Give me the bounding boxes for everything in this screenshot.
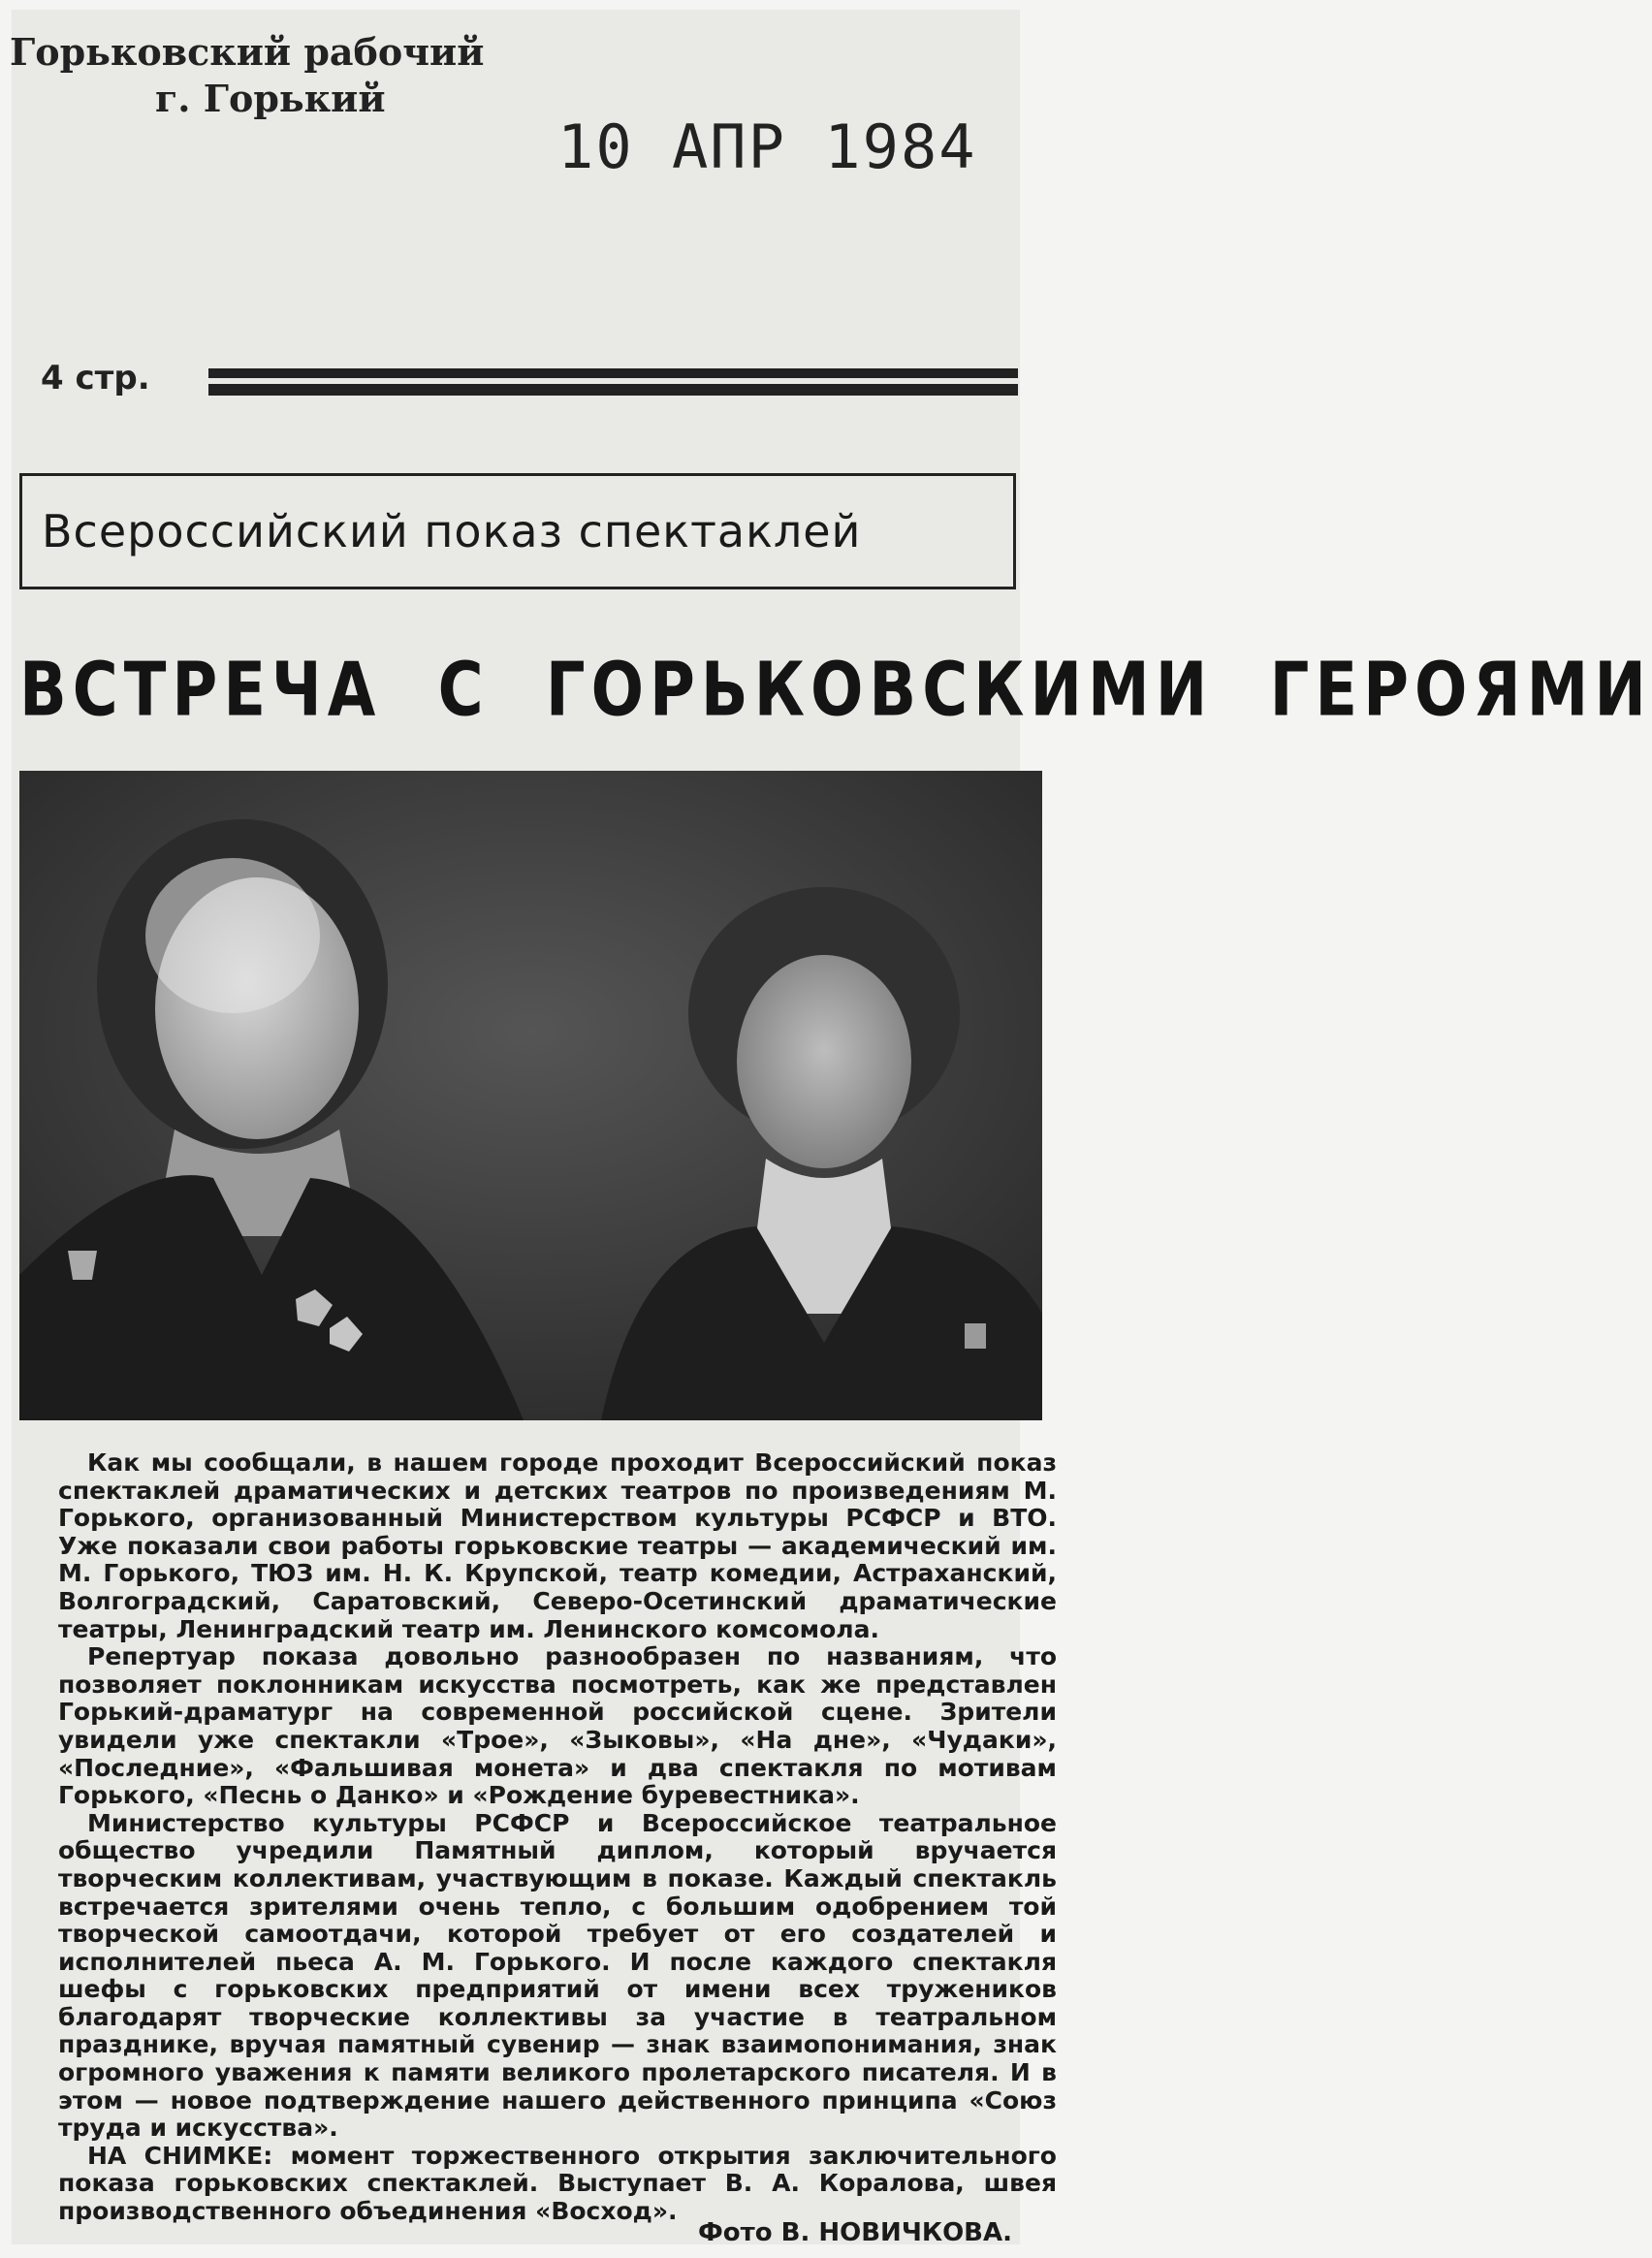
article-body [58,1449,1057,2226]
header-rule [208,368,1018,384]
date-stamp: 10 АПР 1984 [557,111,977,182]
rubric-box [19,473,1016,589]
rubric-title: Всероссийский показ спектаклей [42,505,862,557]
source-stamp-city: г. Горький [155,77,386,120]
photo-credit: Фото В. НОВИЧКОВА. [698,2218,1012,2247]
source-stamp [10,29,484,122]
paragraph-3: Министерство культуры РСФСР и Всероссийское театральное общество учредили Памятный диплом, который вручается творческим коллективам, участвующим в показе. Каждый спектакль встречается зрителями очень тепло, с большим одобрением той творческой самоотдачи, которой требует от его создателей и исполнителей пьеса А. М. Горького. И после каждого спектакля шефы с горьковских предприятий от имени всех тружеников благодарят творческие коллективы за участие в театральном празднике, вручая памятный сувенир — знак взаимопонимания, знак огромного уважения к памяти великого пролетарского писателя. И в этом — новое подтверждение нашего действенного принципа «Союз труда и искусства». [58,1808,1057,2143]
paragraph-2: Репертуар показа довольно разнообразен по названиям, что позволяет поклонникам искусства посмотреть, как же представлен Горький-драматург на современной российской сцене. Зрители увидели уже спектакли «Трое», «Зыковы», «На дне», «Чудаки», «Последние», «Фальшивая монета» и два спектакля по мотивам Горького, «Песнь о Данко» и «Рождение буревестника». [58,1642,1057,1810]
photo-illustration [19,771,1042,1420]
photo-caption: НА СНИМКЕ: момент торжественного открытия заключительного показа горьковских спектаклей. Выступает В. А. Коралова, швея производственного объединения «Восход». [58,2141,1057,2226]
page-marker: 4 стр. [41,359,150,398]
article-headline: ВСТРЕЧА С ГОРЬКОВСКИМИ ГЕРОЯМИ [19,648,1652,734]
right-figure-face [737,955,911,1168]
paragraph-1: Как мы сообщали, в нашем городе проходит Всероссийский показ спектаклей драматических и детских театров по произведениям М. Горького, организованный Министерством культуры РСФСР и ВТО. Уже показали свои работы горьковские театры — академический им. М. Горького, ТЮЗ им. Н. К. Крупской, театр комедии, Астраханский, Волгоградский, Саратовский, Северо-Осетинский драматические театры, Ленинградский театр им. Ленинского комсомола. [58,1448,1057,1643]
article-photo [19,771,1042,1420]
source-stamp-newspaper: Горьковский рабочий [10,30,485,74]
